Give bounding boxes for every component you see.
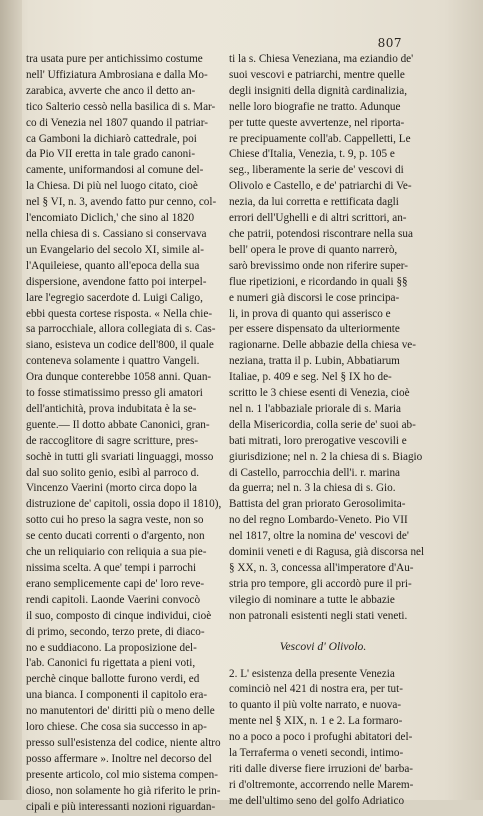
text-line: camente, uniformandosi al comune del-	[26, 164, 204, 177]
text-line: vilegio di nominare a tutte le abbazie	[229, 593, 395, 606]
text-line: nezia, da lui corretta e rettificata dagli	[229, 196, 399, 209]
text-line: posso affermare ». Inoltre nel decorso del	[26, 752, 212, 765]
text-line: suoi vescovi e patriarchi, mentre quelle	[229, 68, 405, 81]
right-column-bottom	[229, 667, 417, 810]
text-line: neziana, tratta il p. Lubin, Abbatiarum	[229, 355, 400, 368]
section-heading: Vescovi d' Olivolo.	[279, 639, 367, 653]
text-line: dioso, non solamente ho già riferito le prin-	[26, 784, 221, 797]
text-line: nel § VI, n. 3, avendo fatto pur cenno, col-	[26, 196, 217, 209]
text-line: riti dalle diverse fiere irruzioni de' barba-	[229, 762, 414, 775]
text-line: li, in prova di quanto qui asserisco e	[229, 307, 391, 320]
text-line: to fosse stimatissimo presso gli amatori	[26, 387, 203, 400]
text-line: sa parrocchiale, allora collegiata di s. Cas-	[26, 323, 216, 336]
text-line: re precipuamente coll'ab. Cappelletti, Le	[229, 132, 411, 145]
text-line: tra usata pure per antichissimo costume	[26, 53, 203, 65]
text-line: Ora dunque conterebbe 1058 anni. Quan-	[26, 371, 212, 384]
text-line: nel 1817, oltre la nomina de' vescovi de'	[229, 530, 409, 543]
text-line: seg., liberamente la serie de' vescovi di	[229, 164, 404, 177]
text-line: no del regno Lombardo-Veneto. Pio VII	[229, 514, 408, 527]
text-line: l'Aquileiese, quanto all'epoca della sua	[26, 259, 200, 272]
text-line: di Castello, parrocchia dell'i. r. marina	[229, 466, 401, 479]
text-line: per essere dispensato da ulteriormente	[229, 323, 400, 336]
text-line: de raccoglitore di sagre scritture, pres-	[26, 434, 199, 447]
text-line: tico Salterio cessò nella basilica di s. Mar-	[26, 100, 216, 113]
text-line: bati mitrati, loro prerogative vescovili e	[229, 434, 407, 447]
text-line: da guerra; nel n. 3 la chiesa di s. Gio.	[229, 482, 396, 495]
text-line: il suo, composto di cinque individui, cioè	[26, 609, 212, 622]
text-line: Vincenzo Vaerini (morto circa dopo la	[26, 482, 197, 495]
text-line: una bianca. I componenti il capitolo era-	[26, 689, 208, 702]
text-line: nelle loro biografie ne tratto. Adunque	[229, 100, 401, 113]
text-line: sochè in tutti gli svariati linguaggi, mosso	[26, 450, 214, 463]
text-line: § XX, n. 3, concessa all'imperatore d'Au-	[229, 562, 414, 574]
text-line: co di Venezia nel 1807 quando il patriar-	[26, 116, 208, 129]
text-line: dominii veneti e di Ragusa, già discorsa nel	[229, 546, 425, 559]
text-line: l'ab. Canonici fu rigettata a pieni voti,	[26, 657, 196, 670]
right-column	[229, 52, 425, 810]
text-line: Battista del gran priorato Gerosolimita-	[229, 498, 406, 511]
text-line: Chiese d'Italia, Venezia, t. 9, p. 105 e	[229, 148, 395, 161]
text-line: l'encomiato Diclich,' che sino al 1820	[26, 212, 195, 225]
text-line: presso sull'esistenza del codice, niente altro	[26, 736, 221, 749]
text-line: no a poco a poco i profughi abitatori del-	[229, 731, 413, 744]
text-line: nissima scelta. A que' tempi i parrochi	[26, 562, 197, 574]
text-line: stria pro tempore, gli accordò pure il pri-	[229, 577, 412, 590]
left-column	[26, 52, 222, 816]
page-number: 807	[377, 36, 402, 50]
text-line: scritto le 3 chiese esenti di Venezia, cioè	[229, 387, 410, 400]
text-line: 2. L' esistenza della presente Venezia	[229, 667, 395, 680]
text-line: Olivolo e Castello, e de' patriarchi di Ve-	[229, 180, 412, 193]
text-line: sotto cui ho preso la sagra veste, non so	[26, 514, 204, 527]
text-line: mente nel § XIX, n. 1 e 2. La formaro-	[229, 715, 403, 728]
text-line: degli insigniti della dignità cardinalizia,	[229, 84, 408, 97]
text-line: nel n. 1 l'abbaziale priorale di s. Maria	[229, 402, 401, 415]
text-line: flue ripetizioni, e ricordando in quali §§	[229, 275, 408, 288]
text-line: Italiae, p. 409 e seg. Nel § IX ho de-	[229, 371, 392, 384]
text-line: siano, esisteva un codice dell'800, il quale	[26, 339, 214, 352]
text-line: dal suo solito genio, esibì al parroco d.	[26, 466, 200, 479]
text-line: se cento ducati correnti o d'argento, non	[26, 530, 205, 543]
text-line: no manutentori de' diritti più o meno delle	[26, 705, 215, 718]
text-line: dell'antichità, prova indubitata è la se-	[26, 402, 197, 415]
text-line: nell' Uffiziatura Ambrosiana e dalla Mo-	[26, 68, 208, 81]
text-line: errori dell'Ughelli e di altri scrittori, an-	[229, 212, 407, 225]
text-line: della Misericordia, colla serie de' suoi ab-	[229, 418, 416, 431]
text-line: ca Gamboni la dichiarò cattedrale, poi	[26, 132, 197, 145]
text-line: ti la s. Chiesa Veneziana, ma eziandio de'	[229, 53, 414, 65]
text-line: e numeri già discorsi le cose principa-	[229, 291, 400, 304]
text-line: no e suddiacono. La proposizione del-	[26, 641, 197, 654]
text-line: erano semplicemente capi de' loro reve-	[26, 577, 205, 590]
text-line: da Pio VII eretta in tale grado canoni-	[26, 148, 196, 161]
text-line: loro chiese. Che cosa sia successo in ap-	[26, 721, 207, 734]
text-line: rendi capitoli. Laonde Vaerini convocò	[26, 593, 201, 606]
book-gutter	[0, 0, 22, 800]
text-line: cominciò nel 421 di nostra era, per tut-	[229, 683, 403, 696]
text-line: zarabica, avverte che anco il detto an-	[26, 84, 196, 97]
text-line: ri d'oltremonte, accorrendo nelle Marem-	[229, 778, 414, 791]
text-line: la Chiesa. Di più nel luogo citato, cioè	[26, 180, 198, 193]
text-line: perchè cinque ballotte furono verdi, ed	[26, 673, 200, 686]
text-line: distruzione de' capitoli, ossia dopo il 1810),	[26, 498, 222, 511]
text-line: ragionarne. Delle abbazie della chiesa ve-	[229, 339, 416, 352]
text-line: to quanto il più volte narrato, e nuova-	[229, 699, 402, 712]
text-line: per tutte queste avvertenze, nel riporta-	[229, 116, 405, 129]
text-line: che patrii, potendosi riscontrare nella sua	[229, 227, 413, 240]
text-line: non patronali esistenti negli stati veneti.	[229, 609, 408, 622]
text-line: lare l'egregio sacerdote d. Luigi Caligo,	[26, 291, 203, 304]
text-line: la Terraferma o veneti secondi, intimo-	[229, 747, 404, 760]
text-line: cipali e più interessanti nozioni riguardan-	[26, 800, 216, 813]
text-line: nella chiesa di s. Cassiano si conservava	[26, 227, 207, 240]
text-line: un Evangelario del secolo XI, simile al-	[26, 243, 205, 256]
text-line: di primo, secondo, terzo prete, di diaco-	[26, 625, 205, 638]
right-column-top	[229, 52, 425, 625]
text-line: che un reliquiario con reliquia a sua pie-	[26, 546, 207, 559]
text-line: sarò brevissimo onde non riferire super-	[229, 259, 409, 272]
text-line: giurisdizione; nel n. 2 la chiesa di s. Biagio	[229, 450, 423, 463]
text-line: presente articolo, col mio sistema compen-	[26, 768, 218, 781]
text-line: ebbi questa cortese risposta. « Nella chie-	[26, 307, 213, 320]
text-line: dispersione, avendone fatto poi interpel-	[26, 275, 207, 288]
text-line: guente.— Il dotto abbate Canonici, gran-	[26, 418, 210, 431]
text-line: conteneva solamente i quattro Vangeli.	[26, 355, 200, 368]
text-line: bell' opera le prove di quanto narrerò,	[229, 243, 398, 256]
text-line: me dell'ultimo seno del golfo Adriatico	[229, 794, 405, 807]
